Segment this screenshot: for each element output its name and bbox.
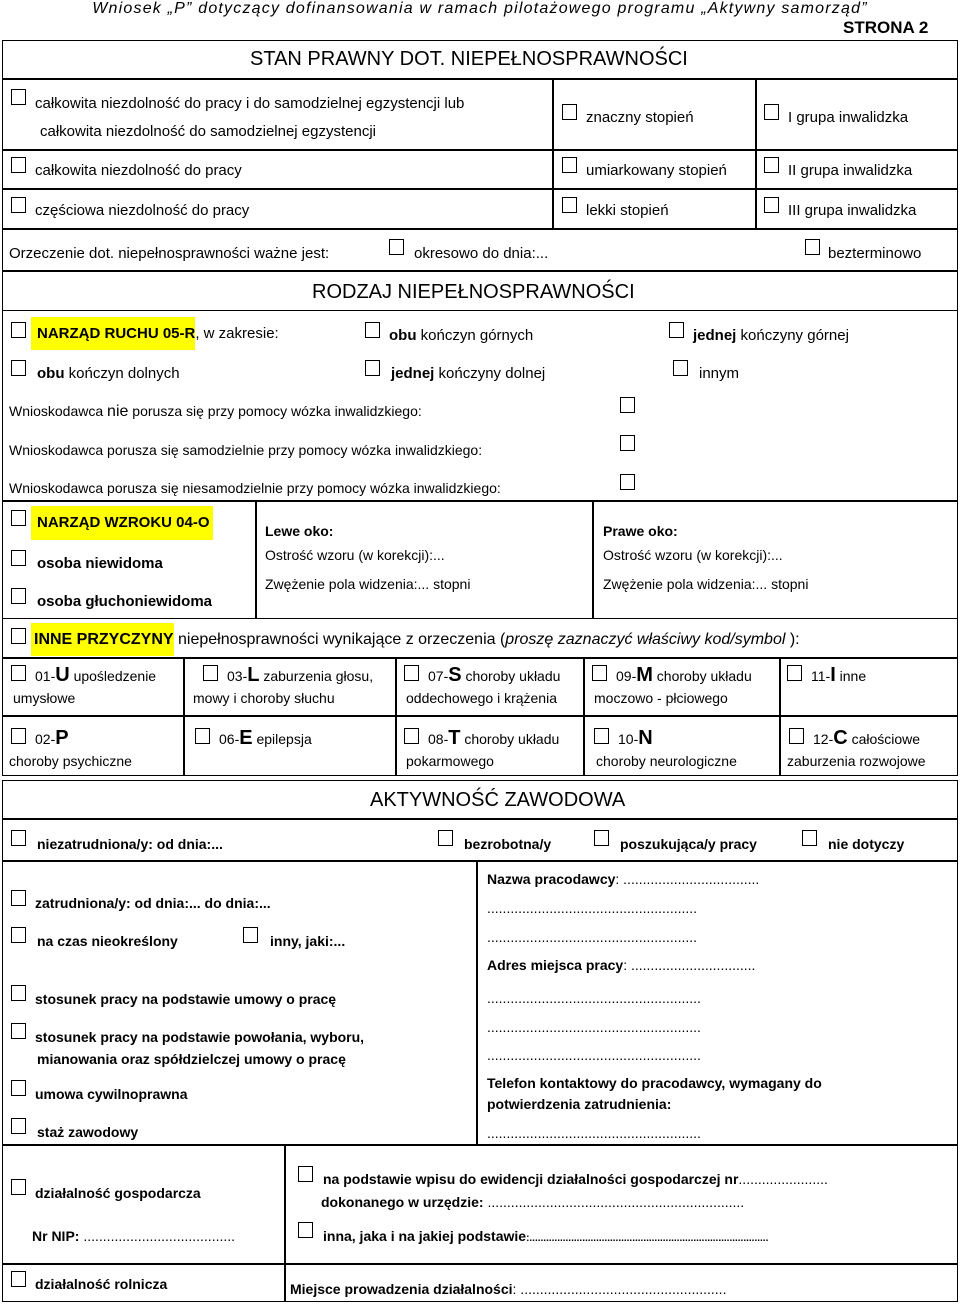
vision-organ-label: NARZĄD WZROKU 04-O	[31, 506, 213, 540]
label-moderate-degree: umiarkowany stopień	[586, 162, 727, 179]
motor-organ-label	[31, 317, 279, 351]
checkbox-total-incapacity-independent[interactable]	[11, 89, 26, 105]
checkbox-job-seeking[interactable]	[594, 830, 609, 846]
workplace-line4: .......................................................	[487, 1047, 701, 1063]
code-desc-09: moczowo - płciowego	[594, 690, 728, 706]
document-header: Wniosek „P” dotyczący dofinansowania w ramach pilotażowego programu „Aktywny samorząd”	[92, 0, 868, 17]
checkbox-valid-temporary[interactable]	[389, 239, 404, 255]
checkbox-group-1[interactable]	[764, 104, 779, 120]
validity-temporary: okresowo do dnia:...	[414, 245, 549, 262]
checkbox-code-11i[interactable]	[787, 665, 802, 681]
checkbox-not-applicable[interactable]	[802, 830, 817, 846]
checkbox-business-registry[interactable]	[298, 1166, 313, 1182]
checkbox-code-10n[interactable]	[594, 728, 609, 744]
label-not-applicable: nie dotyczy	[828, 836, 905, 852]
opt-total-incapacity-line2: całkowita niezdolność do samodzielnej egzystencji	[40, 123, 377, 140]
checkbox-employment-contract[interactable]	[11, 985, 26, 1001]
label-group-2: II grupa inwalidzka	[788, 162, 913, 179]
other-causes-label: INNE PRZYCZYNY niepełnosprawności wynikające z orzeczenia (proszę zaznaczyć właściwy kod/symbol ):	[31, 623, 800, 656]
nip-field: Nr NIP: .......................................	[32, 1228, 236, 1244]
label-one-upper: jednej kończyny górnej	[693, 327, 849, 344]
checkbox-group-3[interactable]	[764, 197, 779, 213]
checkbox-indefinite[interactable]	[11, 927, 26, 943]
checkbox-group-2[interactable]	[764, 157, 779, 173]
checkbox-code-06e[interactable]	[195, 728, 210, 744]
checkbox-code-02p[interactable]	[11, 728, 26, 744]
legal-status-title: STAN PRAWNY DOT. NIEPEŁNOSPRAWNOŚCI	[250, 48, 688, 70]
label-mild-degree: lekki stopień	[586, 202, 669, 219]
validity-permanent: bezterminowo	[828, 245, 922, 262]
label-business-registry-line2: dokonanego w urzędzie: ..................................................................	[321, 1194, 745, 1210]
label-both-lower: obu kończyn dolnych	[37, 365, 180, 382]
checkbox-code-09m[interactable]	[592, 665, 607, 681]
label-one-lower: jednej kończyny dolnej	[391, 365, 546, 382]
checkbox-code-07s[interactable]	[404, 665, 419, 681]
motor-organ-suffix: , w zakresie:	[195, 325, 279, 342]
code-label-11: 11-I inne	[811, 664, 867, 686]
code-desc-02: choroby psychiczne	[9, 753, 132, 769]
label-jobless: bezrobotna/y	[464, 836, 552, 852]
business-place: Miejsce prowadzenia działalności: .....................................................	[290, 1281, 727, 1297]
label-both-upper: obu kończyn górnych	[389, 327, 534, 344]
checkbox-mild-degree[interactable]	[562, 197, 577, 213]
workplace-address: Adres miejsca pracy: ................................	[487, 957, 756, 973]
label-business-registry-line1: na podstawie wpisu do ewidencji działalności gospodarczej nr.......................	[323, 1171, 828, 1187]
code-label-01: 01-U upośledzenie	[35, 664, 157, 686]
label-other-motor: innym	[699, 365, 740, 382]
label-blind: osoba niewidoma	[37, 555, 163, 572]
checkbox-jobless[interactable]	[438, 830, 453, 846]
checkbox-appointment[interactable]	[11, 1023, 26, 1039]
legal-status-section	[2, 40, 958, 271]
checkbox-one-upper[interactable]	[669, 322, 684, 338]
employer-name: Nazwa pracodawcy: ...................................	[487, 871, 760, 887]
checkbox-internship[interactable]	[11, 1118, 26, 1134]
code-label-03: 03-L zaburzenia głosu,	[227, 664, 374, 686]
label-employment-contract: stosunek pracy na podstawie umowy o pracę	[35, 991, 337, 1007]
checkbox-code-01u[interactable]	[11, 665, 26, 681]
checkbox-business[interactable]	[11, 1179, 26, 1195]
label-job-seeking: poszukująca/y pracy	[620, 836, 757, 852]
page-number: STRONA 2	[843, 18, 929, 37]
right-eye-field: Zwężenie pola widzenia:... stopni	[603, 576, 809, 592]
checkbox-moderate-degree[interactable]	[562, 157, 577, 173]
wheelchair-independent-label: Wnioskodawca porusza się samodzielnie przy pomocy wózka inwalidzkiego:	[9, 442, 483, 458]
checkbox-other-causes[interactable]	[11, 628, 26, 644]
code-label-02: 02-P	[35, 727, 69, 749]
checkbox-wheelchair-independent[interactable]	[620, 435, 635, 451]
code-label-06: 06-E epilepsja	[219, 727, 312, 749]
code-desc-03: mowy i choroby słuchu	[193, 690, 335, 706]
opt-total-incapacity-work: całkowita niezdolność do pracy	[35, 162, 242, 179]
checkbox-code-03l[interactable]	[203, 665, 218, 681]
checkbox-blind[interactable]	[11, 550, 26, 566]
label-group-3: III grupa inwalidzka	[788, 202, 917, 219]
code-label-10: 10-N	[618, 727, 653, 749]
left-eye-label: Lewe oko:	[265, 523, 334, 539]
right-eye-acuity: Ostrość wzoru (w korekcji):...	[603, 547, 783, 563]
employer-phone-line1: Telefon kontaktowy do pracodawcy, wymagany do	[487, 1075, 822, 1091]
label-indefinite: na czas nieokreślony	[37, 933, 178, 949]
label-other-basis: inna, jaka i na jakiej podstawie:......................................................................................	[323, 1228, 769, 1244]
label-internship: staż zawodowy	[37, 1124, 139, 1140]
checkbox-code-08t[interactable]	[404, 728, 419, 744]
employer-phone-dots: .......................................................	[487, 1125, 701, 1141]
disability-type-title: RODZAJ NIEPEŁNOSPRAWNOŚCI	[312, 281, 635, 303]
checkbox-significant-degree[interactable]	[562, 104, 577, 120]
code-label-08: 08-T choroby układu	[428, 727, 560, 749]
employer-name-line3: ......................................................	[487, 929, 698, 945]
checkbox-wheelchair-dependent[interactable]	[620, 474, 635, 490]
label-other-kind: inny, jaki:...	[270, 933, 346, 949]
checkbox-farming[interactable]	[11, 1271, 26, 1287]
wheelchair-dependent-label: Wnioskodawca porusza się niesamodzielnie przy pomocy wózka inwalidzkiego:	[9, 480, 501, 496]
checkbox-valid-permanent[interactable]	[805, 239, 820, 255]
code-desc-10: choroby neurologiczne	[596, 753, 737, 769]
checkbox-deafblind[interactable]	[11, 588, 26, 604]
label-farming: działalność rolnicza	[35, 1276, 168, 1292]
code-desc-07: oddechowego i krążenia	[406, 690, 557, 706]
employer-name-line2: ......................................................	[487, 900, 698, 916]
checkbox-unemployed[interactable]	[11, 830, 26, 846]
left-eye-field: Zwężenie pola widzenia:... stopni	[265, 576, 471, 592]
checkbox-both-upper[interactable]	[365, 322, 380, 338]
label-business: działalność gospodarcza	[35, 1185, 201, 1201]
code-desc-08: pokarmowego	[406, 753, 494, 769]
opt-total-incapacity-line1: całkowita niezdolność do pracy i do samodzielnej egzystencji lub	[35, 95, 465, 112]
checkbox-both-lower[interactable]	[11, 360, 26, 376]
code-desc-12: zaburzenia rozwojowe	[787, 753, 926, 769]
code-label-07: 07-S choroby układu	[428, 664, 561, 686]
left-eye-acuity: Ostrość wzoru (w korekcji):...	[265, 547, 445, 563]
motor-organ-highlight: NARZĄD RUCHU 05-R	[31, 317, 195, 350]
employer-phone-line2: potwierdzenia zatrudnienia:	[487, 1096, 672, 1112]
label-unemployed: niezatrudniona/y: od dnia:...	[37, 836, 223, 852]
checkbox-code-12c[interactable]	[789, 728, 804, 744]
code-desc-01: umysłowe	[13, 690, 76, 706]
label-appointment-line2: mianowania oraz spółdzielczej umowy o pracę	[37, 1051, 346, 1067]
checkbox-partial-incapacity[interactable]	[11, 197, 26, 213]
code-label-09: 09-M choroby układu	[616, 664, 752, 686]
checkbox-one-lower[interactable]	[365, 360, 380, 376]
wheelchair-none-label: Wnioskodawca nie porusza się przy pomocy wózka inwalidzkiego:	[9, 403, 422, 420]
label-civil-contract: umowa cywilnoprawna	[35, 1086, 188, 1102]
opt-partial-incapacity: częściowa niezdolność do pracy	[35, 202, 250, 219]
right-eye-label: Prawe oko:	[603, 523, 678, 539]
label-significant-degree: znaczny stopień	[586, 109, 694, 126]
checkbox-vision-organ[interactable]	[11, 510, 26, 526]
checkbox-civil-contract[interactable]	[11, 1080, 26, 1096]
checkbox-other-basis[interactable]	[298, 1222, 313, 1238]
label-appointment-line1: stosunek pracy na podstawie powołania, wyboru,	[35, 1029, 365, 1045]
checkbox-other-kind[interactable]	[243, 927, 258, 943]
checkbox-other-motor[interactable]	[673, 360, 688, 376]
label-group-1: I grupa inwalidzka	[788, 109, 909, 126]
checkbox-employed[interactable]	[11, 890, 26, 906]
checkbox-wheelchair-none[interactable]	[620, 397, 635, 413]
code-label-12: 12-C całościowe	[813, 727, 921, 749]
checkbox-motor-organ[interactable]	[11, 322, 26, 338]
workplace-line3: .......................................................	[487, 1019, 701, 1035]
label-deafblind: osoba głuchoniewidoma	[37, 593, 213, 610]
workplace-line2: .......................................................	[487, 990, 701, 1006]
work-activity-title: AKTYWNOŚĆ ZAWODOWA	[370, 789, 626, 811]
validity-label: Orzeczenie dot. niepełnosprawności ważne jest:	[9, 245, 330, 262]
label-employed: zatrudniona/y: od dnia:... do dnia:...	[35, 895, 271, 911]
checkbox-total-incapacity-work[interactable]	[11, 157, 26, 173]
